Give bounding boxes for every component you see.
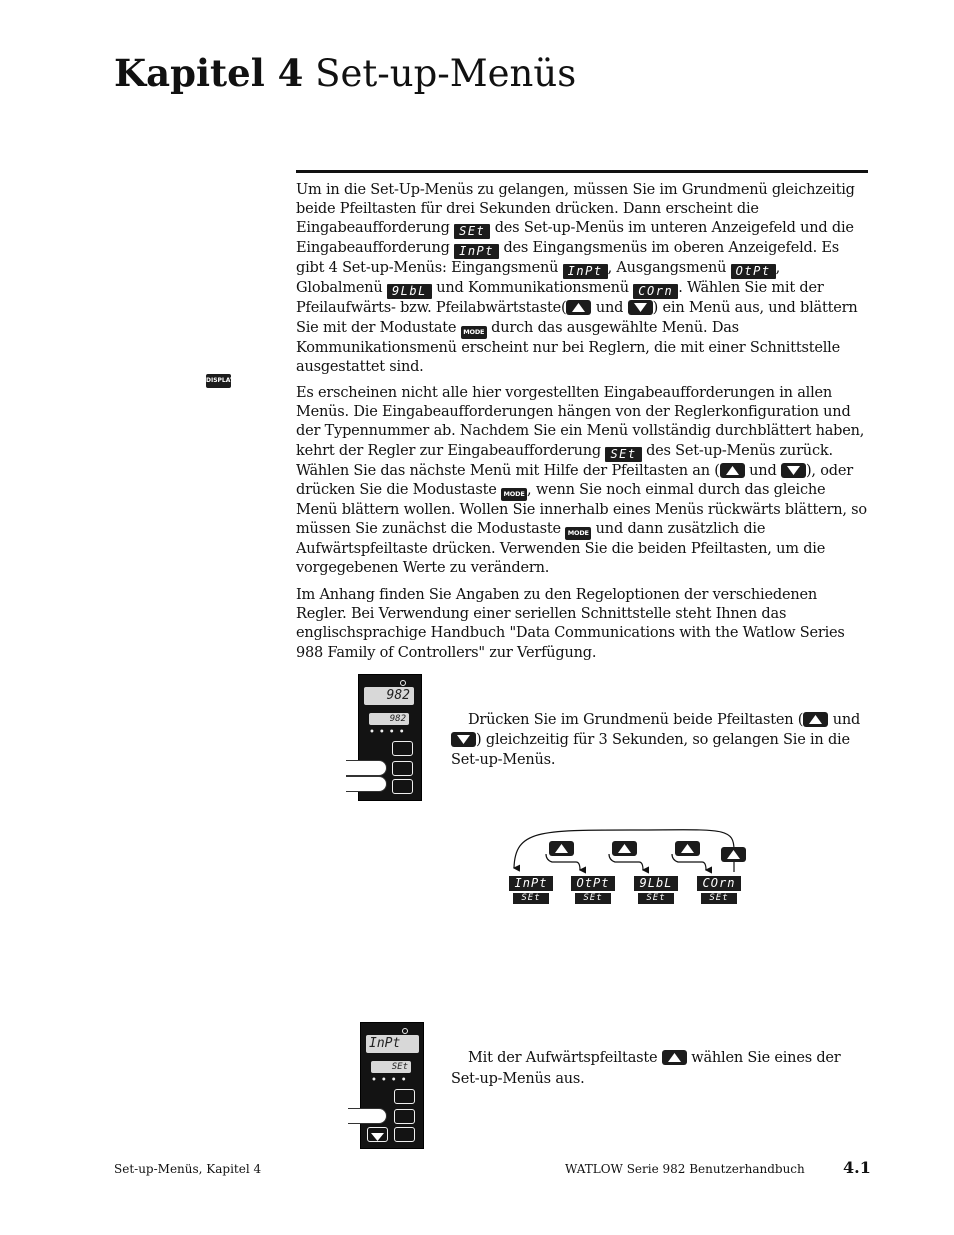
upper-display: 982 <box>364 687 414 705</box>
up-arrow-key-icon <box>720 463 745 478</box>
menu-navigation-paragraph: Es erscheinen nicht alle hier vorgestellten Eingabeaufforderungen in allen Menüs. Die Eingabeaufforderungen hängen von der Reglerkonfiguration und der Typennummer ab. Nachdem Sie ein Menü vollständig durchblättert haben, kehrt der Regler zur Eingabeaufforderung SEt des Set-up-Menüs zurück. Wählen Sie das nächste Menü mit Hilfe der Pfeiltasten an ( und ), oder drücken Sie die Modustaste MODE , wenn Sie noch einmal durch das gleiche Menü blättern wollen. Wollen Sie innerhalb eines Menüs rückwärts blättern, so müssen Sie zunächst die Modustaste MODE und dann zusätzlich die Aufwärtspfeiltaste drücken. Verwenden Sie die beiden Pfeiltasten, um die vorgegebenen Werte zu verändern. <box>296 385 867 577</box>
set-lcd-icon: SEt <box>454 224 490 239</box>
appendix-paragraph: Im Anhang finden Sie Angaben zu den Regeloptionen der verschiedenen Regler. Bei Verwendung einer seriellen Schnittstelle steht Ihnen das englischsprachige Handbuch "Data Communications with the Watlow Series 988 Family of Controllers" zur Verfügung. <box>296 587 845 661</box>
inpt-lcd-icon: InPt <box>454 244 499 259</box>
mode-key-icon: MODE <box>461 326 487 339</box>
set-lcd-icon: SEt <box>605 447 641 462</box>
display-key-icon: DISPLAY <box>206 374 231 388</box>
display-button <box>394 1089 415 1104</box>
led-icon <box>401 1027 409 1035</box>
mode-button <box>394 1109 415 1124</box>
corn-lcd-icon: COrn <box>633 284 678 299</box>
footer-chapter: Set-up-Menüs, Kapitel 4 <box>114 1162 262 1176</box>
caption-both-arrows: Drücken Sie im Grundmenü beide Pfeiltasten ( und ) gleichzeitig für 3 Sekunden, so gelangen Sie in die Set-up-Menüs. <box>451 712 861 768</box>
up-arrow-key-icon <box>566 300 591 315</box>
lower-display: SEt <box>371 1061 411 1073</box>
finger-icon <box>346 760 387 776</box>
caption-up-arrow: Mit der Aufwärtspfeiltaste wählen Sie eines der Set-up-Menüs aus. <box>451 1050 841 1087</box>
menu-glbl: 9LbL SEt <box>634 876 678 904</box>
up-arrow-key-icon <box>721 847 746 862</box>
up-arrow-key-icon <box>549 841 574 856</box>
finger-icon <box>348 1108 387 1124</box>
page-number: 4.1 <box>843 1158 871 1177</box>
up-arrow-key-icon <box>612 841 637 856</box>
upper-display: InPt <box>366 1035 419 1053</box>
down-arrow-key-icon <box>781 463 806 478</box>
up-arrow-key-icon <box>662 1050 687 1065</box>
indicator-dots: •••• <box>369 727 409 738</box>
section-rule <box>296 170 868 173</box>
menu-otpt: OtPt SEt <box>571 876 615 904</box>
lower-display: 982 <box>369 713 409 725</box>
up-button <box>367 1127 388 1142</box>
down-button <box>392 779 413 794</box>
footer-manual-title: WATLOW Serie 982 Benutzerhandbuch <box>565 1162 805 1176</box>
indicator-dots: •••• <box>371 1075 411 1086</box>
up-arrow-key-icon <box>675 841 700 856</box>
menu-inpt: InPt SEt <box>509 876 553 904</box>
page-title: Kapitel 4 Set-up-Menüs <box>114 51 577 95</box>
down-arrow-key-icon <box>628 300 653 315</box>
mode-key-icon: MODE <box>565 527 591 540</box>
display-button <box>392 741 413 756</box>
down-arrow-key-icon <box>451 732 476 747</box>
controller-illustration <box>360 1022 424 1149</box>
glbl-lcd-icon: 9LbL <box>387 284 432 299</box>
mode-key-icon: MODE <box>501 488 527 501</box>
down-button <box>394 1127 415 1142</box>
menu-corn: COrn SEt <box>697 876 741 904</box>
led-icon <box>399 679 407 687</box>
finger-icon <box>346 776 387 792</box>
up-arrow-key-icon <box>803 712 828 727</box>
inpt-lcd-icon: InPt <box>563 264 608 279</box>
intro-paragraph: Um in die Set-Up-Menüs zu gelangen, müssen Sie im Grundmenü gleichzeitig beide Pfeiltasten für drei Sekunden drücken. Dann erscheint die Eingabeaufforderung SEt des Set-up-Menüs im unteren Anzeigefeld und die Eingabeaufforderung InPt des Eingangsmenüs im oberen Anzeigefeld. Es gibt 4 Set-up-Menüs: Eingangsmenü InPt , Ausgangsmenü OtPt , Globalmenü 9LbL und Kommunikationsmenü COrn . Wählen Sie mit der Pfeilaufwärts- bzw. Pfeilabwärtstaste( und ) ein Menü aus, und blättern Sie mit der Modustate MODE durch das ausgewählte Menü. Das Kommunikationsmenü erscheint nur bei Reglern, die mit einer Schnittstelle ausgestattet sind. <box>296 182 858 375</box>
mode-button <box>392 761 413 776</box>
otpt-lcd-icon: OtPt <box>731 264 776 279</box>
